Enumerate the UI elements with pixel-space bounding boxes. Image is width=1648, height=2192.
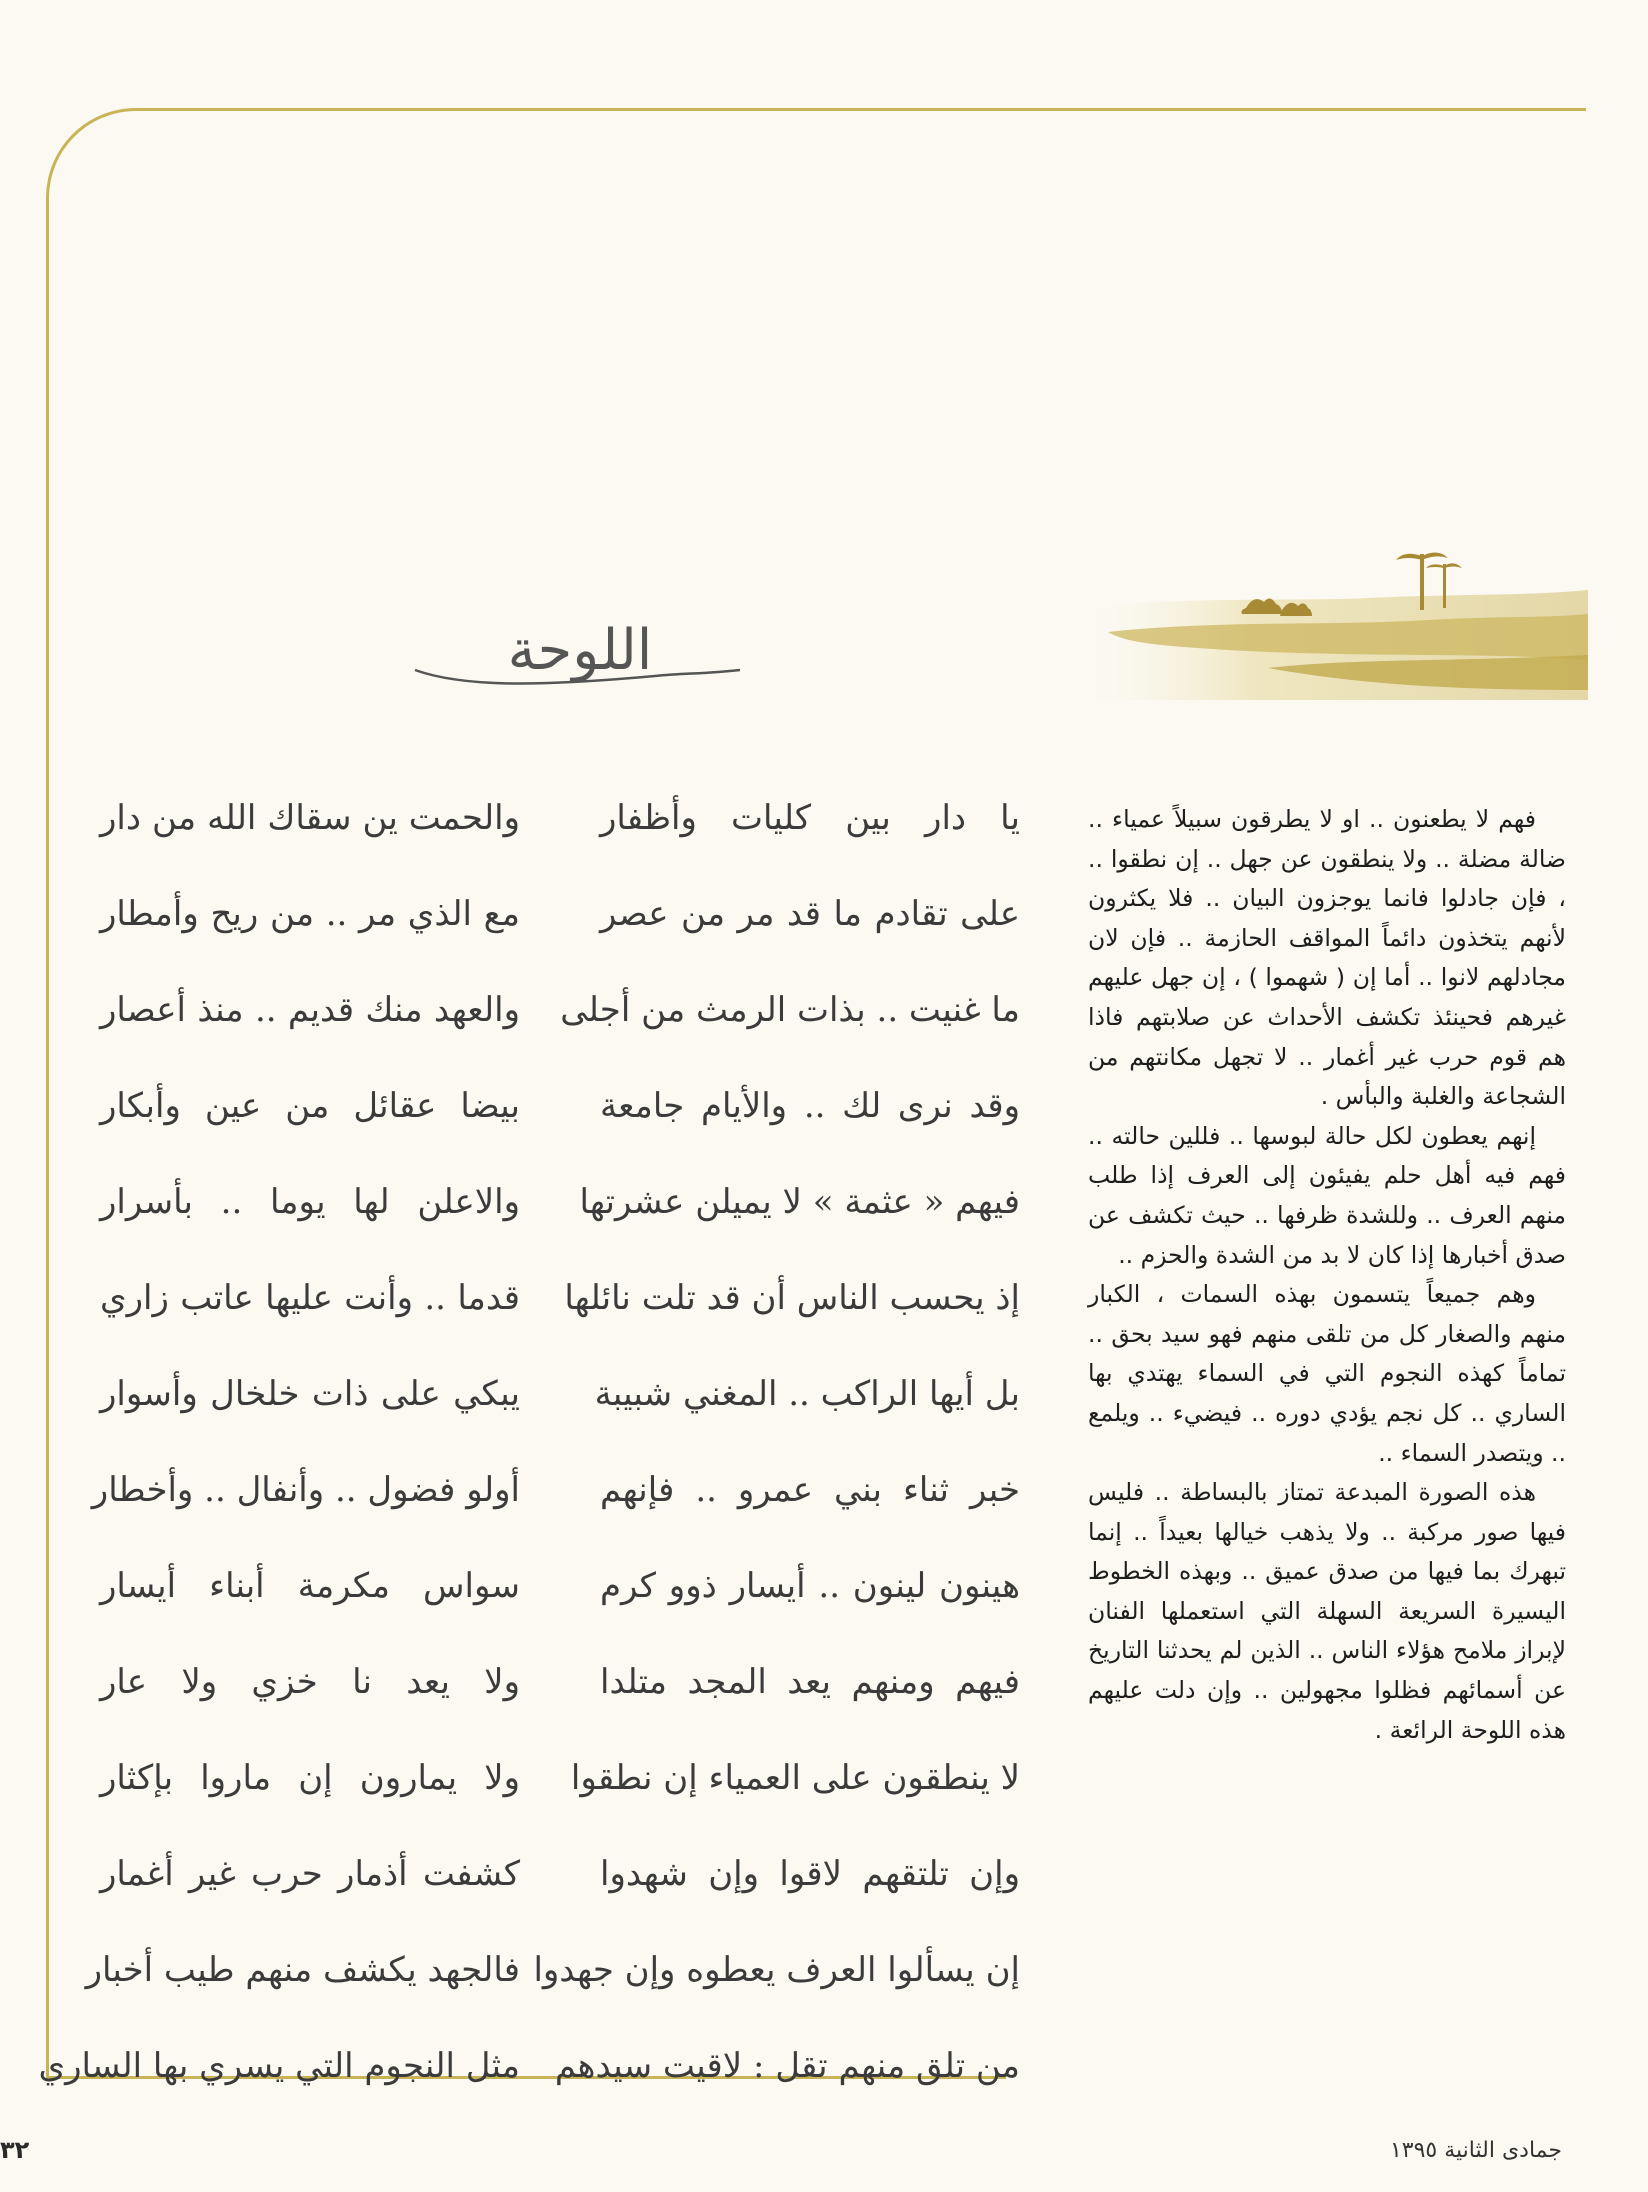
paragraph: إنهم يعطون لكل حالة لبوسها .. فللين حالته .. فهم فيه أهل حلم يفيئون إلى العرف إذا طلب منهم العرف .. وللشدة ظرفها .. حيث تكشف عن صدق أخبارها إذا كان لا بد من الشدة والحزم .. xyxy=(1088,1121,1566,1269)
desert-illustration xyxy=(1068,540,1588,700)
poem-left-column xyxy=(38,770,520,2114)
verse: خبر ثناء بني عمرو .. فإنهم xyxy=(600,1470,1020,1510)
page-title: اللوحة xyxy=(507,618,653,683)
verse: فيهم ومنهم يعد المجد متلدا xyxy=(600,1662,1020,1702)
commentary-text xyxy=(1088,800,1566,1750)
verse: هينون لينون .. أيسار ذوو كرم xyxy=(600,1566,1020,1606)
verse: كشفت أذمار حرب غير أغمار xyxy=(100,1854,520,1894)
verse: ولا يمارون إن ماروا بإكثار xyxy=(100,1758,520,1798)
issue-date: جمادى الثانية ١٣٩٥ xyxy=(1389,2138,1562,2163)
verse: لا ينطقون على العمياء إن نطقوا xyxy=(570,1758,1020,1798)
verse: يبكي على ذات خلخال وأسوار xyxy=(100,1374,520,1414)
verse: أولو فضول .. وأنفال .. وأخطار xyxy=(91,1470,520,1510)
verse: قدما .. وأنت عليها عاتب زاري xyxy=(100,1278,520,1318)
verse: والعهد منك قديم .. منذ أعصار xyxy=(100,990,520,1030)
verse: على تقادم ما قد مر من عصر xyxy=(600,894,1020,934)
verse: إذ يحسب الناس أن قد تلت نائلها xyxy=(564,1278,1020,1318)
verse: مع الذي مر .. من ريح وأمطار xyxy=(100,894,520,934)
verse: سواس مكرمة أبناء أيسار xyxy=(100,1566,520,1606)
verse: من تلق منهم تقل : لاقيت سيدهم xyxy=(554,2046,1020,2086)
poem-right-column xyxy=(533,770,1020,2114)
paragraph: هذه الصورة المبدعة تمتاز بالبساطة .. فليس فيها صور مركبة .. ولا يذهب خيالها بعيداً .. إنما تبهرك بما فيها من صدق عميق .. وبهذه الخطوط اليسيرة السريعة السهلة التي استعملها الفنان لإبراز ملامح هؤلاء الناس .. الذين لم يحدثنا التاريخ عن أسمائهم فظلوا مجهولين .. وإن دلت عليهم هذه اللوحة الرائعة . xyxy=(1088,1478,1566,1744)
verse: مثل النجوم التي يسري بها الساري xyxy=(38,2046,520,2086)
verse: ما غنيت .. بذات الرمث من أجلى xyxy=(560,990,1020,1030)
verse: بل أيها الراكب .. المغني شبيبة xyxy=(594,1374,1020,1414)
verse: يا دار بين كليات وأظفار xyxy=(600,798,1020,838)
paragraph: وهم جميعاً يتسمون بهذه السمات ، الكبار منهم والصغار كل من تلقى منهم فهو سيد بحق .. تماماً كهذه النجوم التي في السماء يهتدي بها الساري .. كل نجم يؤدي دوره .. فيضيء .. ويلمع .. ويتصدر السماء .. xyxy=(1088,1280,1566,1467)
verse: ولا يعد نا خزي ولا عار xyxy=(100,1662,520,1702)
verse: إن يسألوا العرف يعطوه وإن جهدوا xyxy=(533,1950,1020,1990)
paragraph: فهم لا يطعنون .. او لا يطرقون سبيلاً عمياء .. ضالة مضلة .. ولا ينطقون عن جهل .. إن نطقوا .. ، فإن جادلوا فانما يوجزون البيان .. فلا يكثرون لأنهم يتخذون دائماً المواقف الحازمة .. فإن لان مجادلهم لانوا .. أما إن ( شهموا ) ، إن جهل عليهم غيرهم فحينئذ تكشف الأحداث عن صلابتهم فاذا هم قوم حرب غير أغمار .. لا تجهل مكانتهم من الشجاعة والغلبة والبأس . xyxy=(1088,805,1566,1111)
verse: والاعلن لها يوما .. بأسرار xyxy=(100,1182,520,1222)
verse: والحمت ين سقاك الله من دار xyxy=(100,798,520,838)
verse: وقد نرى لك .. والأيام جامعة xyxy=(600,1086,1020,1126)
page-number: ٣٢ xyxy=(0,2136,30,2164)
verse: فيهم « عثمة » لا يميلن عشرتها xyxy=(579,1182,1020,1222)
verse: بيضا عقائل من عين وأبكار xyxy=(100,1086,520,1126)
verse: وإن تلتقهم لاقوا وإن شهدوا xyxy=(600,1854,1020,1894)
verse: فالجهد يكشف منهم طيب أخبار xyxy=(85,1950,520,1990)
